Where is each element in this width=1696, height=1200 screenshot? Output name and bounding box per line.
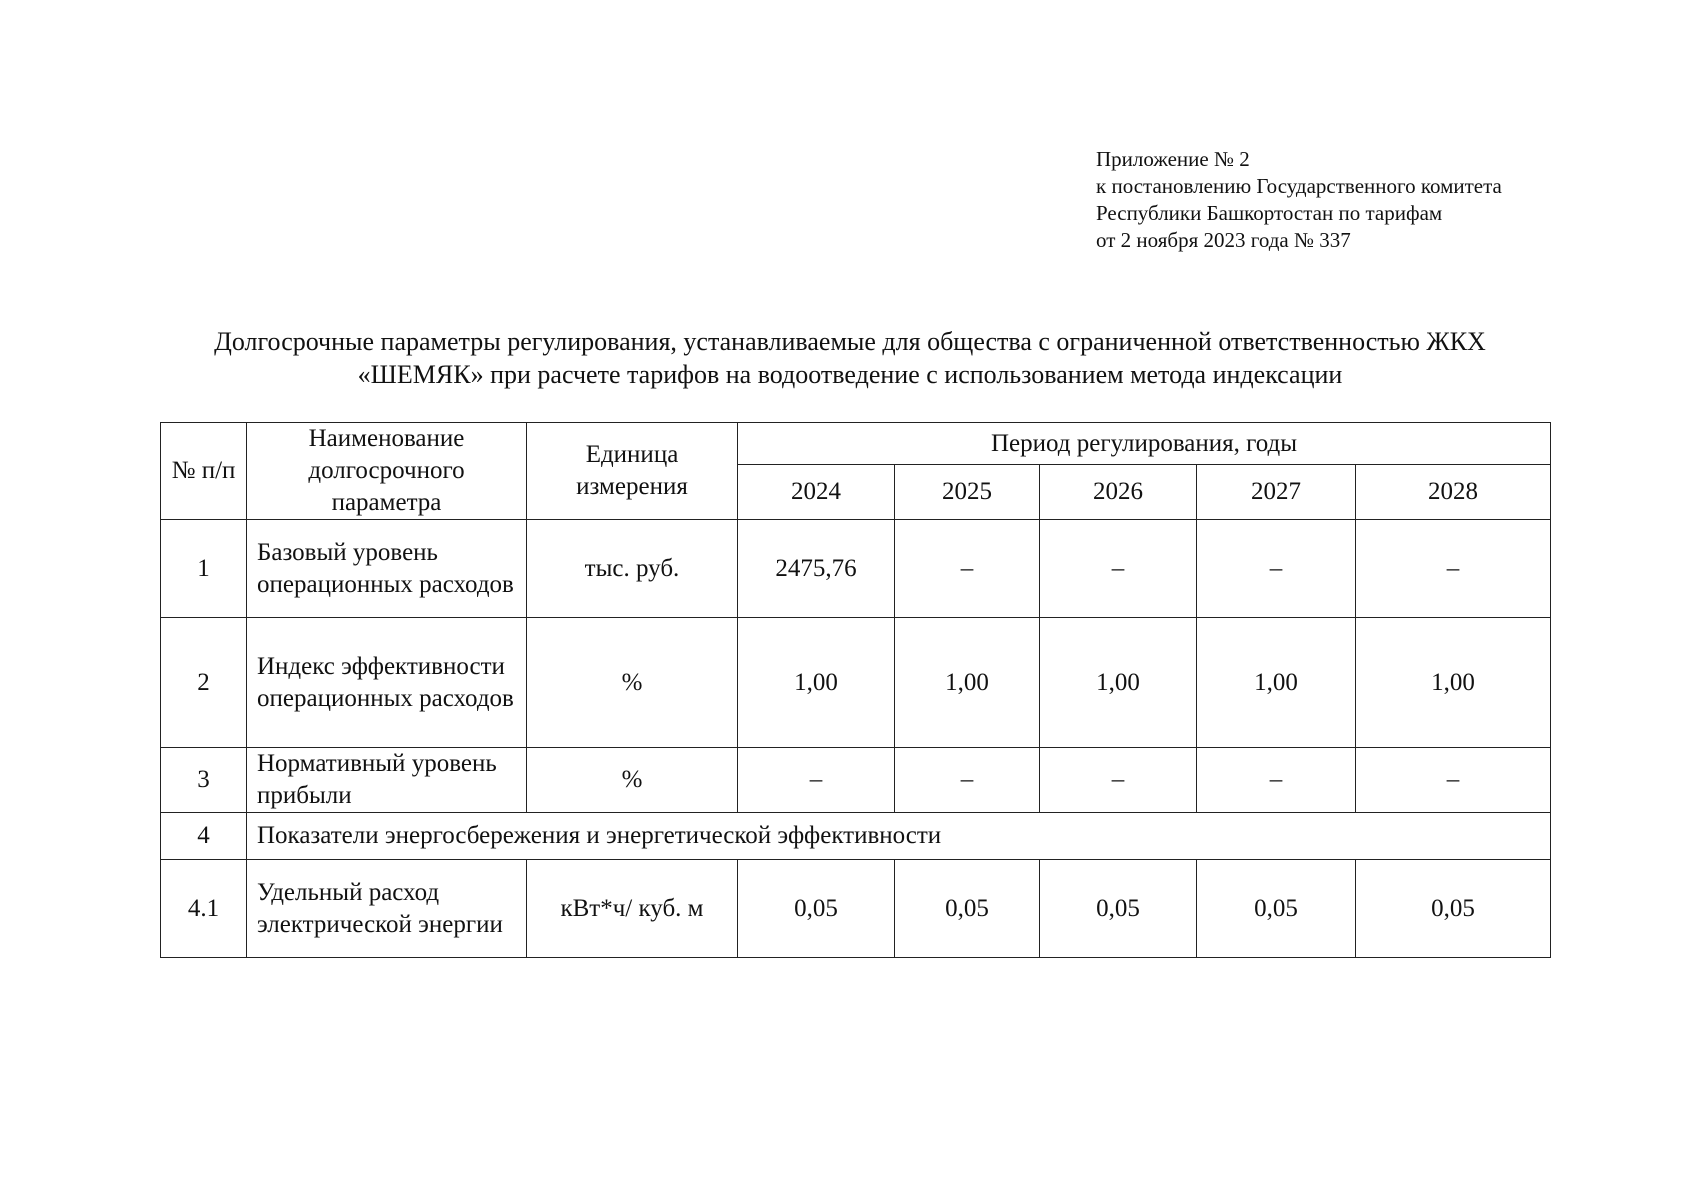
row-num: 1 (161, 520, 247, 618)
row-name: Базовый уровень операционных расходов (247, 520, 527, 618)
row-value: 1,00 (1197, 618, 1356, 748)
row-value: 0,05 (895, 860, 1040, 958)
header-num: № п/п (161, 423, 247, 520)
row-value: 1,00 (1356, 618, 1551, 748)
row-unit: % (527, 618, 738, 748)
row-value: – (895, 520, 1040, 618)
row-name: Нормативный уровень прибыли (247, 748, 527, 813)
header-year: 2027 (1197, 465, 1356, 520)
row-value: 2475,76 (738, 520, 895, 618)
header-period: Период регулирования, годы (738, 423, 1551, 465)
row-value: – (1356, 520, 1551, 618)
annex-line: от 2 ноября 2023 года № 337 (1096, 228, 1351, 252)
title-line: «ШЕМЯК» при расчете тарифов на водоотведение с использованием метода индексации (357, 360, 1343, 389)
row-unit: кВт*ч/ куб. м (527, 860, 738, 958)
header-year: 2028 (1356, 465, 1551, 520)
row-name: Удельный расход электрической энергии (247, 860, 527, 958)
row-value: – (1040, 748, 1197, 813)
annex-reference (1096, 146, 1656, 254)
row-value: – (738, 748, 895, 813)
title-line: Долгосрочные параметры регулирования, устанавливаемые для общества с ограниченной ответственностью ЖКХ (214, 327, 1486, 356)
section-row (161, 813, 1551, 860)
row-num: 3 (161, 748, 247, 813)
row-value: 0,05 (1356, 860, 1551, 958)
row-value: 0,05 (738, 860, 895, 958)
header-year: 2025 (895, 465, 1040, 520)
document-title (150, 325, 1550, 391)
table-row (161, 618, 1551, 748)
parameters-table (160, 422, 1551, 958)
table-row (161, 748, 1551, 813)
row-value: – (1040, 520, 1197, 618)
row-value: 1,00 (895, 618, 1040, 748)
row-unit: % (527, 748, 738, 813)
row-name: Индекс эффективности операционных расходов (247, 618, 527, 748)
header-year: 2026 (1040, 465, 1197, 520)
row-value: 1,00 (1040, 618, 1197, 748)
row-value: – (1197, 748, 1356, 813)
section-num: 4 (161, 813, 247, 860)
header-row (161, 423, 1551, 465)
row-num: 2 (161, 618, 247, 748)
row-value: – (1197, 520, 1356, 618)
table-row (161, 520, 1551, 618)
row-value: – (1356, 748, 1551, 813)
annex-line: к постановлению Государственного комитета (1096, 174, 1502, 198)
annex-line: Республики Башкортостан по тарифам (1096, 201, 1443, 225)
table-row (161, 860, 1551, 958)
section-title: Показатели энергосбережения и энергетической эффективности (247, 813, 1551, 860)
row-value: 0,05 (1197, 860, 1356, 958)
annex-line: Приложение № 2 (1096, 147, 1250, 171)
row-value: – (895, 748, 1040, 813)
header-year: 2024 (738, 465, 895, 520)
row-num: 4.1 (161, 860, 247, 958)
header-unit: Единица измерения (527, 423, 738, 520)
row-unit: тыс. руб. (527, 520, 738, 618)
row-value: 1,00 (738, 618, 895, 748)
row-value: 0,05 (1040, 860, 1197, 958)
header-name: Наименование долгосрочного параметра (247, 423, 527, 520)
